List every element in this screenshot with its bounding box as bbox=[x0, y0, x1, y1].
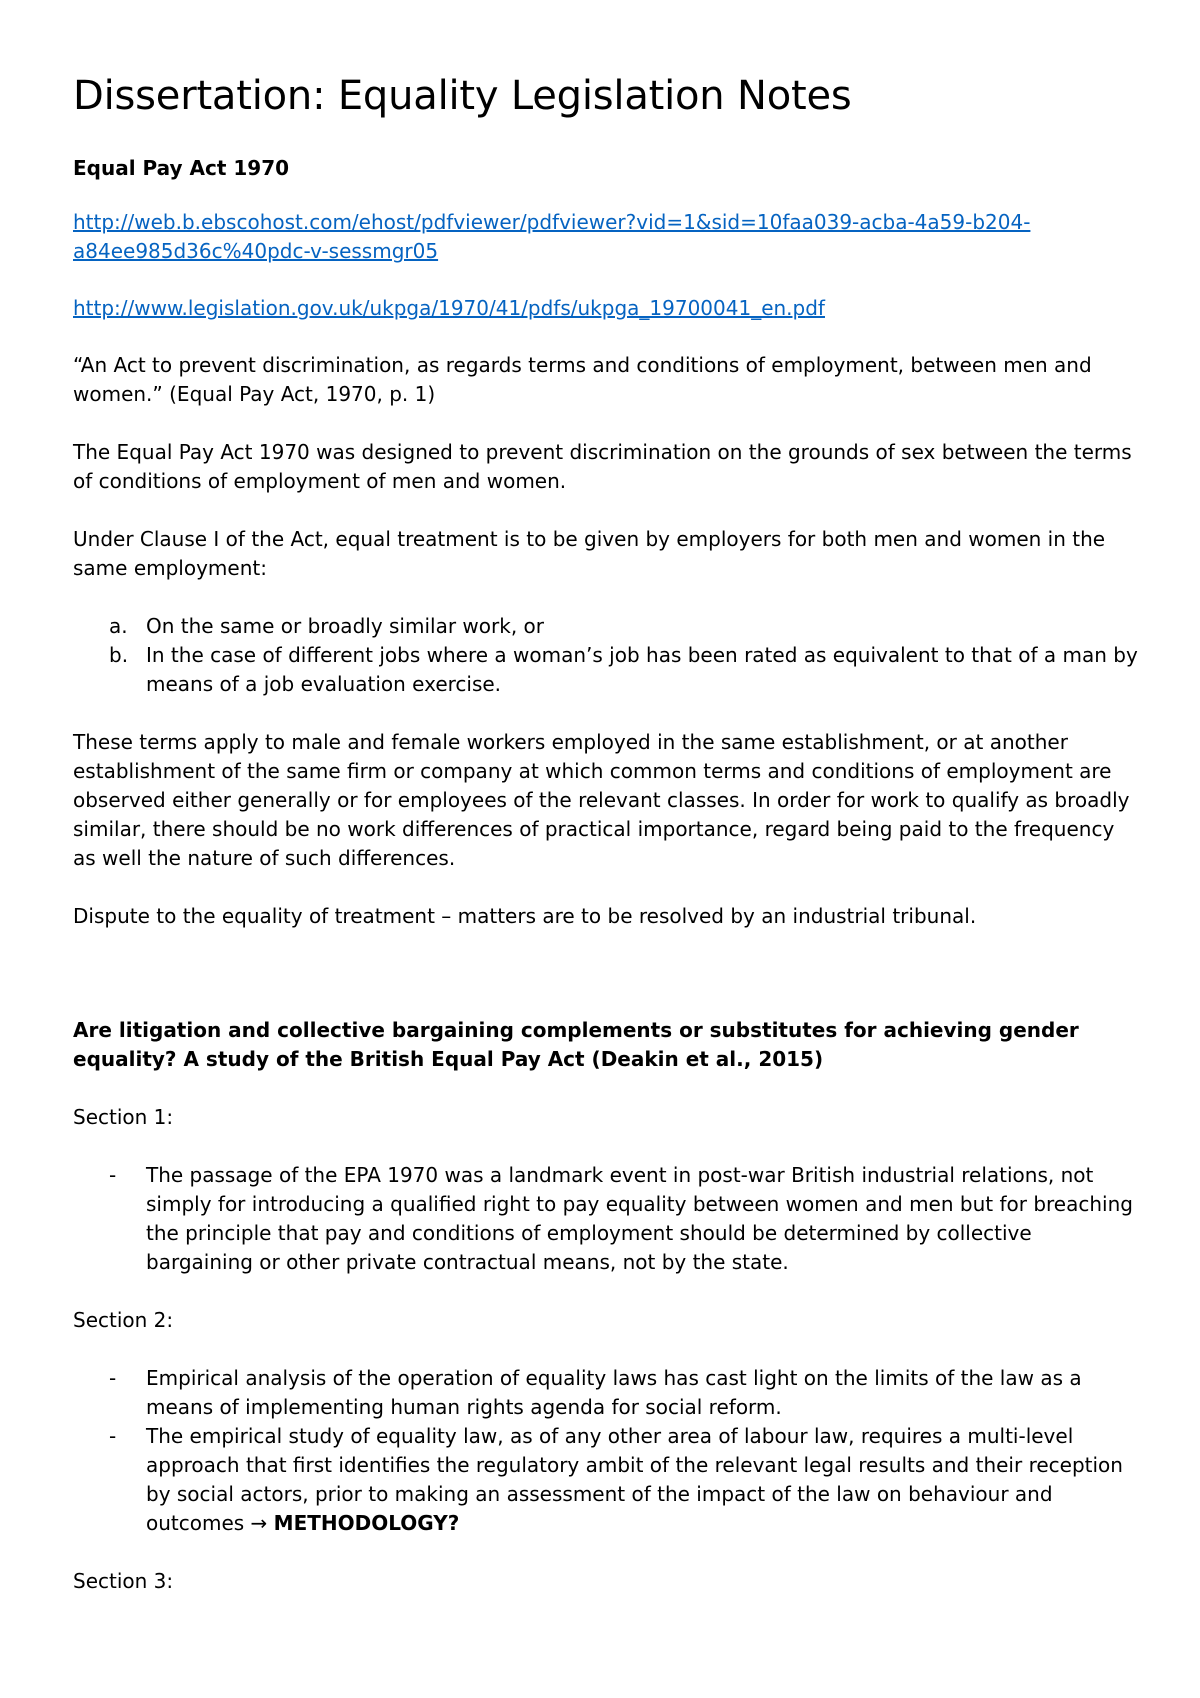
paragraph-clause-one: Under Clause I of the Act, equal treatment is to be given by employers for both men and women in the same employment: bbox=[73, 527, 1106, 580]
link-ebscohost[interactable]: http://web.b.ebscohost.com/ehost/pdfviewer/pdfviewer?vid=1&sid=10faa039-acba-4a59-b204-a84ee985d36c%40pdc-v-sessmgr05 bbox=[73, 210, 1031, 263]
paragraph-terms-apply: These terms apply to male and female workers employed in the same establishment, or at another establishment of the same firm or company at which common terms and conditions of employment are observed either generally or for employees of the relevant classes. In order for work to qualify as broadly similar, there should be no work differences of practical importance, regard being paid to the frequency as well the nature of such differences. bbox=[73, 730, 1130, 870]
link-legislation[interactable]: http://www.legislation.gov.uk/ukpga/1970/41/pdfs/ukpga_19700041_en.pdf bbox=[73, 296, 825, 320]
heading-equal-pay-act: Equal Pay Act 1970 bbox=[73, 156, 290, 180]
paragraph-dispute: Dispute to the equality of treatment – matters are to be resolved by an industrial tribunal. bbox=[73, 904, 977, 928]
section-1-label: Section 1: bbox=[73, 1105, 174, 1129]
list-marker: a. bbox=[109, 614, 128, 638]
list-item bbox=[73, 1364, 1143, 1422]
document-title: Dissertation: Equality Legislation Notes bbox=[73, 73, 852, 119]
blank-space bbox=[73, 960, 1143, 1016]
list-item-text: In the case of different jobs where a woman’s job has been rated as equivalent to that of a man by means of a job evaluation exercise. bbox=[146, 643, 1138, 696]
list-item-text: Empirical analysis of the operation of equality laws has cast light on the limits of the law as a means of implementing human rights agenda for social reform. bbox=[146, 1366, 1082, 1419]
list-item-text: The passage of the EPA 1970 was a landmark event in post-war British industrial relations, not simply for introducing a qualified right to pay equality between women and men but for breaching the principle that pay and conditions of employment should be determined by collective bargaining or other private contractual means, not by the state. bbox=[146, 1163, 1133, 1274]
paragraph-act-design: The Equal Pay Act 1970 was designed to prevent discrimination on the grounds of sex between the terms of conditions of employment of men and women. bbox=[73, 440, 1132, 493]
document-page bbox=[73, 68, 1143, 1625]
list-marker: - bbox=[109, 1366, 117, 1390]
section-2-label: Section 2: bbox=[73, 1308, 174, 1332]
list-item-text: On the same or broadly similar work, or bbox=[146, 614, 544, 638]
list-item bbox=[73, 641, 1143, 699]
list-item bbox=[73, 1422, 1143, 1538]
list-item-text: The empirical study of equality law, as of any other area of labour law, requires a multi-level approach that first identifies the regulatory ambit of the relevant legal results and their reception by social actors, prior to making an assessment of the impact of the law on behaviour and outcomes → bbox=[146, 1424, 1123, 1535]
section-2-list bbox=[73, 1364, 1143, 1538]
list-item bbox=[73, 1161, 1143, 1277]
list-marker: - bbox=[109, 1424, 117, 1448]
section-3-label: Section 3: bbox=[73, 1569, 174, 1593]
heading-study: Are litigation and collective bargaining complements or substitutes for achieving gender equality? A study of the British Equal Pay Act (Deakin et al., 2015) bbox=[73, 1018, 1079, 1071]
list-marker: b. bbox=[109, 643, 129, 667]
methodology-note: METHODOLOGY? bbox=[273, 1511, 460, 1535]
section-1-list bbox=[73, 1161, 1143, 1277]
list-marker: - bbox=[109, 1163, 117, 1187]
act-quote: “An Act to prevent discrimination, as regards terms and conditions of employment, between men and women.” (Equal Pay Act, 1970, p. 1) bbox=[73, 353, 1092, 406]
list-item bbox=[73, 612, 1143, 641]
clause-list bbox=[73, 612, 1143, 699]
